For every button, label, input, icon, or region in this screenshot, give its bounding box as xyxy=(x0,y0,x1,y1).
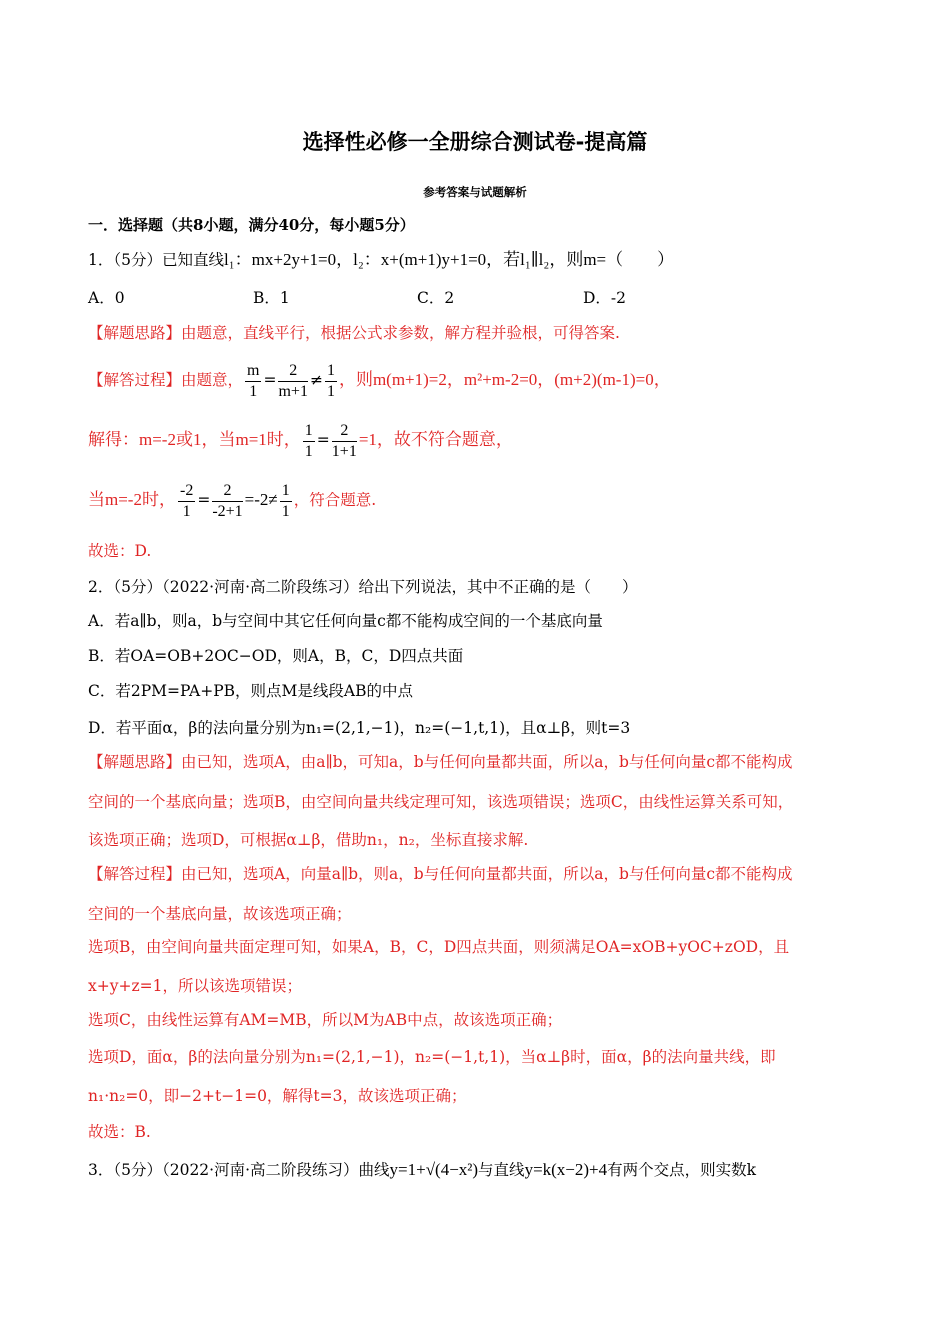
q3-stem: 3．（5分）（2022·河南·高二阶段练习）曲线y=1+√(4−x²)与直线y=k(x−2)+4有两个交点，则实数k xyxy=(88,1160,757,1179)
q2-stem: 2．（5分）（2022·河南·高二阶段练习）给出下列说法，其中不正确的是（ ） xyxy=(88,578,638,596)
page-title: 选择性必修一全册综合测试卷-提高篇 xyxy=(302,130,648,154)
q2-process-line5: 选项C，由线性运算有AM=MB，所以M为AB中点，故该选项正确； xyxy=(88,1011,563,1029)
q1-idea-label: 【解题思路】 xyxy=(88,324,182,342)
q2-option-a: A．若a∥b，则a，b与空间中其它任何向量c都不能构成空间的一个基底向量 xyxy=(88,612,603,630)
q2-process-line3: 选项B，由空间向量共面定理可知，如果A，B，C，D四点共面，则须满足OA=xOB+yOC+zOD，且 xyxy=(88,938,790,956)
q1-answer: 故选：D. xyxy=(88,542,152,560)
q2-answer: 故选：B. xyxy=(88,1123,151,1141)
q2-process-line7: n₁·n₂=0，即−2+t−1=0，解得t=3，故该选项正确； xyxy=(88,1087,467,1105)
q1-option-a: A．0 xyxy=(88,289,125,307)
q1-process: 【解答过程】由题意， $\frac{m}{1}$ = $\frac{2}{m+1}$ ≠ $\frac{1}{1}$ ，则m(m+1)=2，m²+m-2=0，(m+2)(m-1)=0， xyxy=(88,361,671,400)
q2-idea-line3: 该选项正确；选项D，可根据α⊥β，借助n₁，n₂，坐标直接求解. xyxy=(88,831,529,849)
q2-process-line4: x+y+z=1，所以该选项错误； xyxy=(88,977,302,995)
q1-option-c: C．2 xyxy=(417,289,455,307)
page-subtitle: 参考答案与试题解析 xyxy=(423,185,527,199)
q2-process-line2: 空间的一个基底向量，故该选项正确； xyxy=(88,905,352,923)
q2-process-line6: 选项D，面α，β的法向量分别为n₁=(2,1,−1)，n₂=(−1,t,1)，当α⊥β时，面α，β的法向量共线，即 xyxy=(88,1048,776,1066)
q1-stem-math: l₁：mx+2y+1=0，l₂：x+(m+1)y+1=0，若l₁∥l₂，则m=（ ） xyxy=(223,250,675,269)
q2-option-b: B．若OA=OB+2OC−OD，则A，B，C，D四点共面 xyxy=(88,647,464,665)
q2-idea: 【解题思路】由已知，选项A，由a∥b，可知a，b与任何向量都共面，所以a，b与任何向量c都不能构成 xyxy=(88,753,793,771)
q2-idea-label: 【解题思路】 xyxy=(88,753,182,771)
q2-option-c: C．若2PM=PA+PB，则点M是线段AB的中点 xyxy=(88,682,413,700)
q1-process-label: 【解答过程】 xyxy=(88,371,182,389)
q1-solve: 解得：m=-2或1，当m=1时， $\frac{1}{1}$ = $\frac{2}{1+1}$ =1，故不符合题意， xyxy=(88,421,513,460)
q3-curve: y=1+√(4−x²) xyxy=(389,1160,479,1179)
q2-process: 【解答过程】由已知，选项A，向量a∥b，则a，b与任何向量都共面，所以a，b与任何向量c都不能构成 xyxy=(88,865,793,883)
q2-process-label: 【解答过程】 xyxy=(88,865,182,883)
q1-stem: 1．（5分）已知直线l₁：mx+2y+1=0，l₂：x+(m+1)y+1=0，若l₁∥l₂，则m=（ ） xyxy=(88,250,675,269)
q2-option-d: D．若平面α，β的法向量分别为n₁=(2,1,−1)，n₂=(−1,t,1)，且α⊥β，则t=3 xyxy=(88,719,631,737)
section-heading: 一．选择题（共8小题，满分40分，每小题5分） xyxy=(88,216,415,234)
q1-idea: 【解题思路】由题意，直线平行，根据公式求参数，解方程并验根，可得答案. xyxy=(88,324,620,342)
q2-idea-line2: 空间的一个基底向量；选项B，由空间向量共线定理可知，该选项错误；选项C，由线性运算关系可知， xyxy=(88,793,794,811)
q3-line: y=k(x−2)+4 xyxy=(524,1160,608,1179)
q1-when: 当m=-2时， $\frac{-2}{1}$ = $\frac{2}{-2+1}$ =-2≠ $\frac{1}{1}$ ，符合题意. xyxy=(88,481,377,520)
q1-option-d: D．-2 xyxy=(583,289,627,307)
q1-option-b: B．1 xyxy=(253,289,290,307)
